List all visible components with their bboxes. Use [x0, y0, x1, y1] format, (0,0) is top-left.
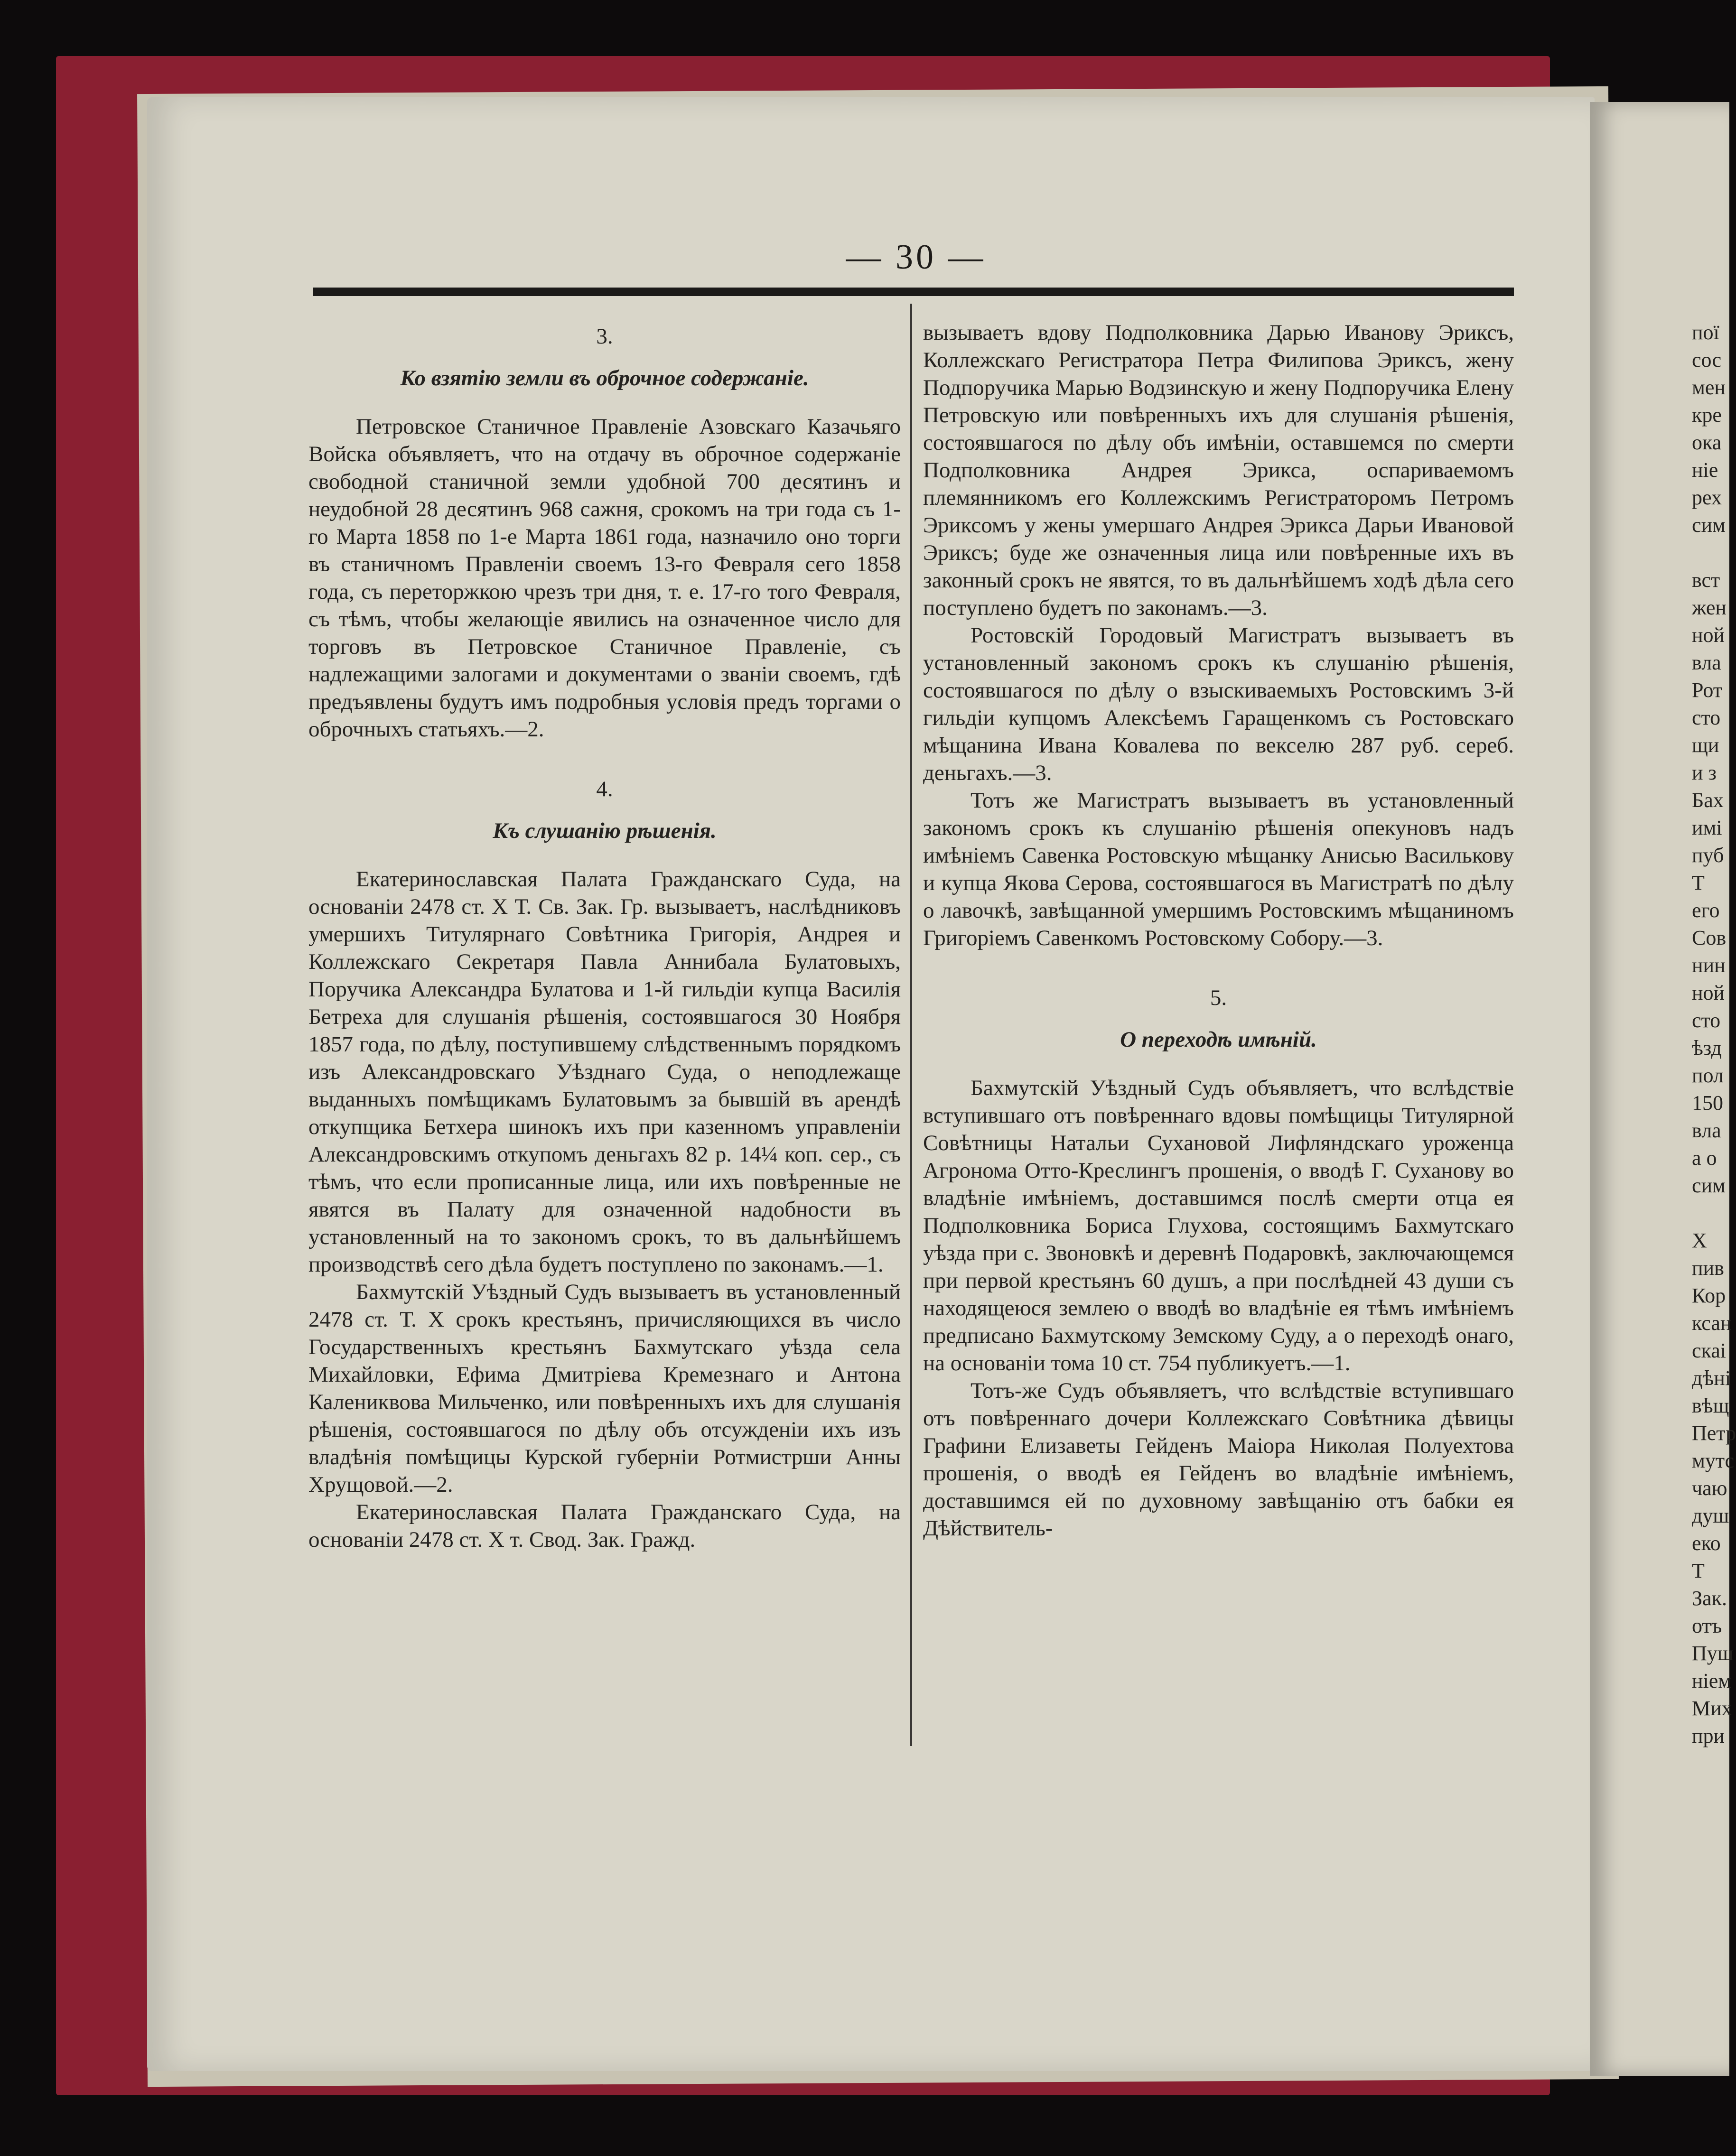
- left-column: [308, 319, 901, 1553]
- paragraph: Бахмутскій Уѣздный Судъ вызываетъ въ установленный 2478 ст. Т. X срокъ крестьянъ, причисляющихся въ число Государственныхъ крестьянъ Бахмутскаго уѣзда села Михайловки, Ефима Дмитріева Кремезнаго и Антона Калениквова Мильченко, или повѣренныхъ ихъ для слушанія рѣшенія, состоявшагося по дѣлу объ отсужденіи ихъ изъ владѣнія помѣщицы Курской губерніи Ротмистрши Анны Хрущовой.—2.: [308, 1280, 901, 1497]
- right-column: [923, 319, 1514, 1542]
- paragraph: вызываетъ вдову Подполковника Дарью Иванову Эриксъ, Коллежскаго Регистратора Петра Филипова Эриксъ, жену Подпоручика Марью Водзинскую и жену Подпоручика Елену Петровскую или повѣренныхъ ихъ для слушанія рѣшенія, состоявшагося по дѣлу объ имѣніи, оставшемся по смерти Подполковника Андрея Эрикса, оспариваемомъ племянникомъ его Коллежскимъ Регистраторомъ Петромъ Эриксомъ у жены умершаго Андрея Эрикса Дарьи Ивановой Эриксъ; буде же означенныя лица или повѣренные ихъ въ законный срокъ не явятся, то въ дальнѣйшемъ ходѣ дѣла сего поступлено будетъ по законамъ.—3.: [923, 320, 1514, 620]
- paragraph: Екатеринославская Палата Гражданскаго Суда, на основаніи 2478 ст. X т. Свод. Зак. Гражд.: [308, 1500, 901, 1552]
- header-rule: [313, 288, 1514, 296]
- paragraph: Тотъ-же Судъ объявляетъ, что вслѣдствіе вступившаго отъ повѣреннаго дочери Коллежскаго Совѣтника дѣвицы Графини Елизаветы Гейденъ Маіора Николая Полуехтова прошенія, о вводѣ ея Гейденъ во владѣніе имѣніемъ, доставшимся ей по духовному завѣщанію отъ бабки ея Дѣйствитель-: [923, 1378, 1514, 1541]
- section-heading: Ко взятію земли въ оброчное содержаніе.: [400, 366, 809, 390]
- column-divider: [910, 304, 912, 1746]
- section-number: 3.: [596, 324, 613, 349]
- page-number: — 30 —: [846, 238, 986, 277]
- next-page-edge-text: пої сос мен кре ока ніе рех сим вст жен ной вла Рот сто щи и з Бах имі пуб Т его Сов нин ной сто ѣзд пол 150 вла а о сим X пив Кор ксан скаі дѣні вѣщ Петр мутс чаю душ еко Т Зак. отъ Пуш ніем Мих при: [1692, 321, 1736, 1747]
- section-number: 4.: [596, 777, 613, 801]
- paragraph: Ростовскій Городовый Магистратъ вызываетъ въ установленный закономъ срокъ къ слушанію рѣшенія, состоявшагося по дѣлу о взыскиваемыхъ Ростовскимъ 3-й гильдіи купцомъ Алексѣемъ Гаращенкомъ съ Ростовскаго мѣщанина Ивана Ковалева по векселю 287 руб. сереб. деньгахъ.—3.: [923, 623, 1514, 785]
- section-heading: Къ слушанію рѣшенія.: [493, 818, 717, 843]
- section-number: 5.: [1210, 985, 1227, 1010]
- paragraph: Бахмутскій Уѣздный Судъ объявляетъ, что вслѣдствіе вступившаго отъ повѣреннаго вдовы помѣщицы Титулярной Совѣтницы Натальи Сухановой Лифляндскаго уроженца Агронома Отто-Креслингъ прошенія, о вводѣ Г. Суханову во владѣніе имѣніемъ, доставшимся послѣ смерти отца ея Подполковника Бориса Глухова, состоящимъ Бахмутскаго уѣзда при с. Звоновкѣ и деревнѣ Подаровкѣ, заключающемся при первой крестьянъ 60 душъ, а при послѣдней 43 души съ находящеюся землею о вводѣ во владѣніе ея тѣмъ имѣніемъ предписано Бахмутскому Земскому Суду, а о переходѣ онаго, на основаніи тома 10 ст. 754 публикуетъ.—1.: [923, 1076, 1514, 1375]
- paragraph: Тотъ же Магистратъ вызываетъ въ установленный закономъ срокъ къ слушанію рѣшенія опекуновъ надъ имѣніемъ Савенка Ростовскую мѣщанку Анисью Василькову и купца Якова Серова, состоявшагося въ Магистратѣ по дѣлу о лавочкѣ, завѣщанной умершимъ Ростовскимъ мѣщаниномъ Григоріемъ Савенкомъ Ростовскому Собору.—3.: [923, 788, 1514, 950]
- section-heading: О переходѣ имѣній.: [1120, 1027, 1317, 1052]
- paragraph: Екатеринославская Палата Гражданскаго Суда, на основаніи 2478 ст. X Т. Св. Зак. Гр. вызываетъ, наслѣдниковъ умершихъ Титулярнаго Совѣтника Григорія, Андрея и Коллежскаго Секретаря Павла Аннибала Булатовыхъ, Поручика Александра Булатова и 1-й гильдіи купца Василія Бетреха для слушанія рѣшенія, состоявшагося 30 Ноября 1857 года, по дѣлу, поступившему слѣдственнымъ порядкомъ изъ Александровскаго Уѣзднаго Суда, о неподлежаще выданныхъ помѣщикамъ Булатовымъ за бывшій въ арендѣ откупщика Бетхера шинокъ ихъ при казенномъ управленіи Александровскимъ откупомъ деньгахъ 82 р. 14¼ коп. сер., съ тѣмъ, что если прописанные лица, или ихъ повѣренные не явятся въ Палату для означенной надобности въ установленный на то закономъ срокъ, то въ дальнѣйшемъ производствѣ сего дѣла будетъ поступлено по законамъ.—1.: [308, 867, 901, 1277]
- paragraph: Петровское Станичное Правленіе Азовскаго Казачьяго Войска объявляетъ, что на отдачу въ оброчное содержаніе свободной станичной земли удобной 700 десятинъ и неудобной 28 десятинъ 968 сажня, срокомъ на три года съ 1-го Марта 1858 по 1-е Марта 1861 года, назначило оно торги въ станичномъ Правленіи своемъ 13-го Февраля сего 1858 года, съ переторжкою чрезъ три дня, т. е. 17-го того Февраля, съ тѣмъ, чтобы желающіе явились на означенное число для торговъ въ Петровское Станичное Правленіе, съ надлежащими залогами и документами о званіи своемъ, гдѣ предъявлены будутъ имъ подробныя условія предъ торгами о оброчныхъ статьяхъ.—2.: [308, 414, 901, 742]
